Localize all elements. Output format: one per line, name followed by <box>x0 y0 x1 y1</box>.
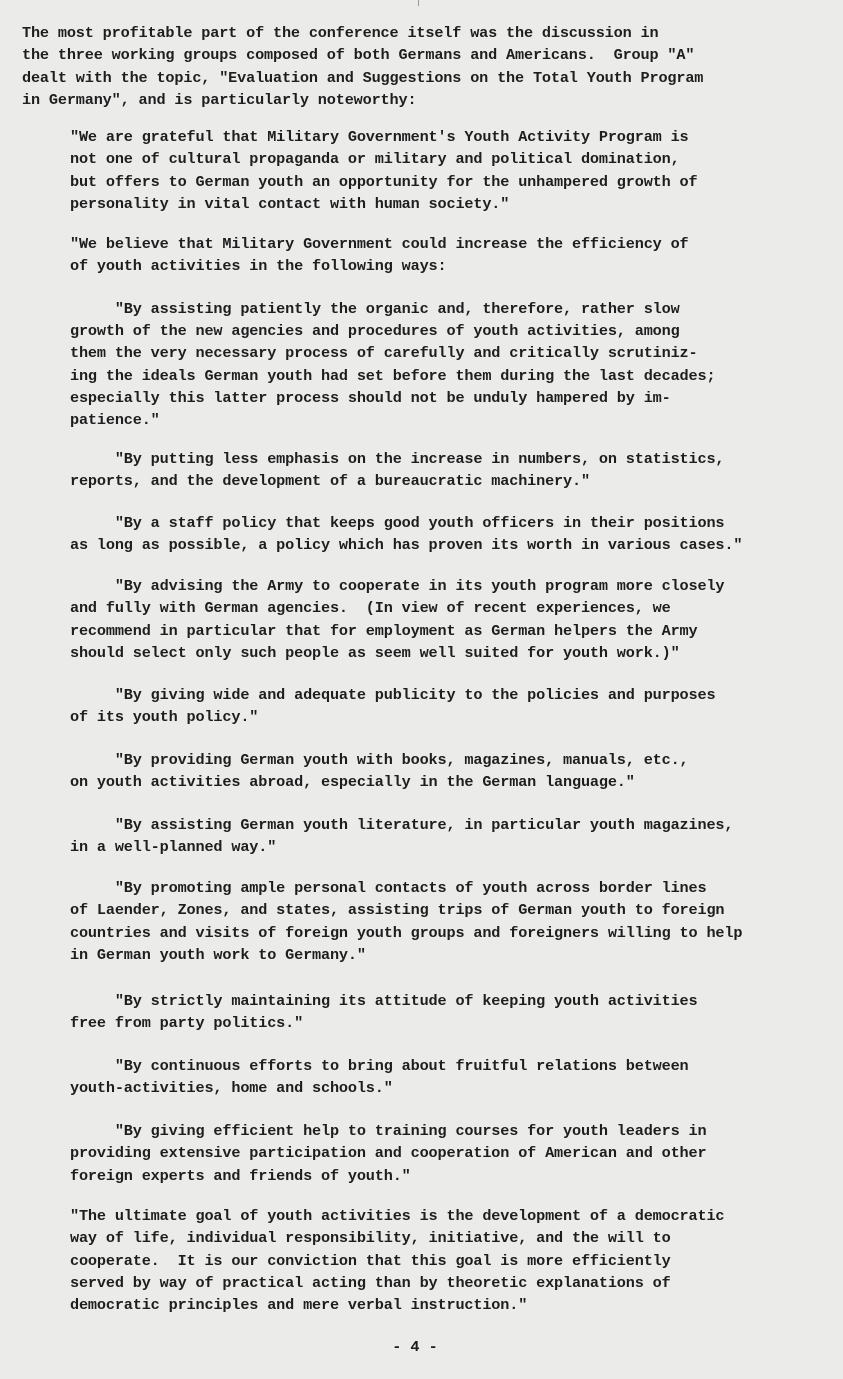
suggestion-party-politics: "By strictly maintaining its attitude of keeping youth activities free from party politics." <box>70 992 698 1033</box>
suggestion-training-courses: "By giving efficient help to training courses for youth leaders in providing extensive participation and cooperation of American and other foreign experts and friends of youth." <box>70 1122 707 1185</box>
suggestion-literature: "By assisting German youth literature, in particular youth magazines, in a well-planned way." <box>70 816 734 857</box>
quote-efficiency-paragraph: "We believe that Military Government could increase the efficiency of of youth activities in the following ways: <box>70 235 689 276</box>
suggestion-publicity: "By giving wide and adequate publicity to the policies and purposes of its youth policy." <box>70 686 716 727</box>
page-number: - 4 - <box>392 1338 438 1356</box>
suggestion-books: "By providing German youth with books, magazines, manuals, etc., on youth activities abroad, especially in the German language." <box>70 751 689 792</box>
suggestion-less-emphasis: "By putting less emphasis on the increase in numbers, on statistics, reports, and the development of a bureaucratic machinery." <box>70 450 725 491</box>
quote-ultimate-goal-paragraph: "The ultimate goal of youth activities is the development of a democratic way of life, individual responsibility, initiative, and the will to cooperate. It is our conviction that this goal is more efficiently served by way of practical acting than by theoretic explanations of democratic principles and mere verbal instruction." <box>70 1207 725 1315</box>
suggestion-staff-policy: "By a staff policy that keeps good youth officers in their positions as long as possible, a policy which has proven its worth in various cases." <box>70 514 743 555</box>
intro-paragraph: The most profitable part of the conference itself was the discussion in the three working groups composed of both Germans and Americans. Group "A" dealt with the topic, "Evaluation and Suggestions on the Total Youth Program in Germany", and is particularly noteworthy: <box>22 24 704 109</box>
quote-gratitude-paragraph: "We are grateful that Military Government's Youth Activity Program is not one of cultural propaganda or military and political domination, but offers to German youth an opportunity for the unhampered growth of personality in vital contact with human society." <box>70 128 698 213</box>
suggestion-relations: "By continuous efforts to bring about fruitful relations between youth-activities, home and schools." <box>70 1057 689 1098</box>
suggestion-personal-contacts: "By promoting ample personal contacts of youth across border lines of Laender, Zones, and states, assisting trips of German youth to foreign countries and visits of foreign youth groups and foreigners willing to help in German youth work to Germany." <box>70 879 743 964</box>
paper-crease-mark <box>418 0 419 6</box>
suggestion-organic-growth: "By assisting patiently the organic and, therefore, rather slow growth of the new agencies and procedures of youth activities, among them the very necessary process of carefully and critically scrutiniz- ing the ideals German youth had set before them during the last decades; especially this latter process should not be unduly hampered by im- patience." <box>70 300 716 430</box>
suggestion-army-cooperation: "By advising the Army to cooperate in its youth program more closely and fully with German agencies. (In view of recent experiences, we recommend in particular that for employment as German helpers the Army should select only such people as seem well suited for youth work.)" <box>70 577 725 662</box>
